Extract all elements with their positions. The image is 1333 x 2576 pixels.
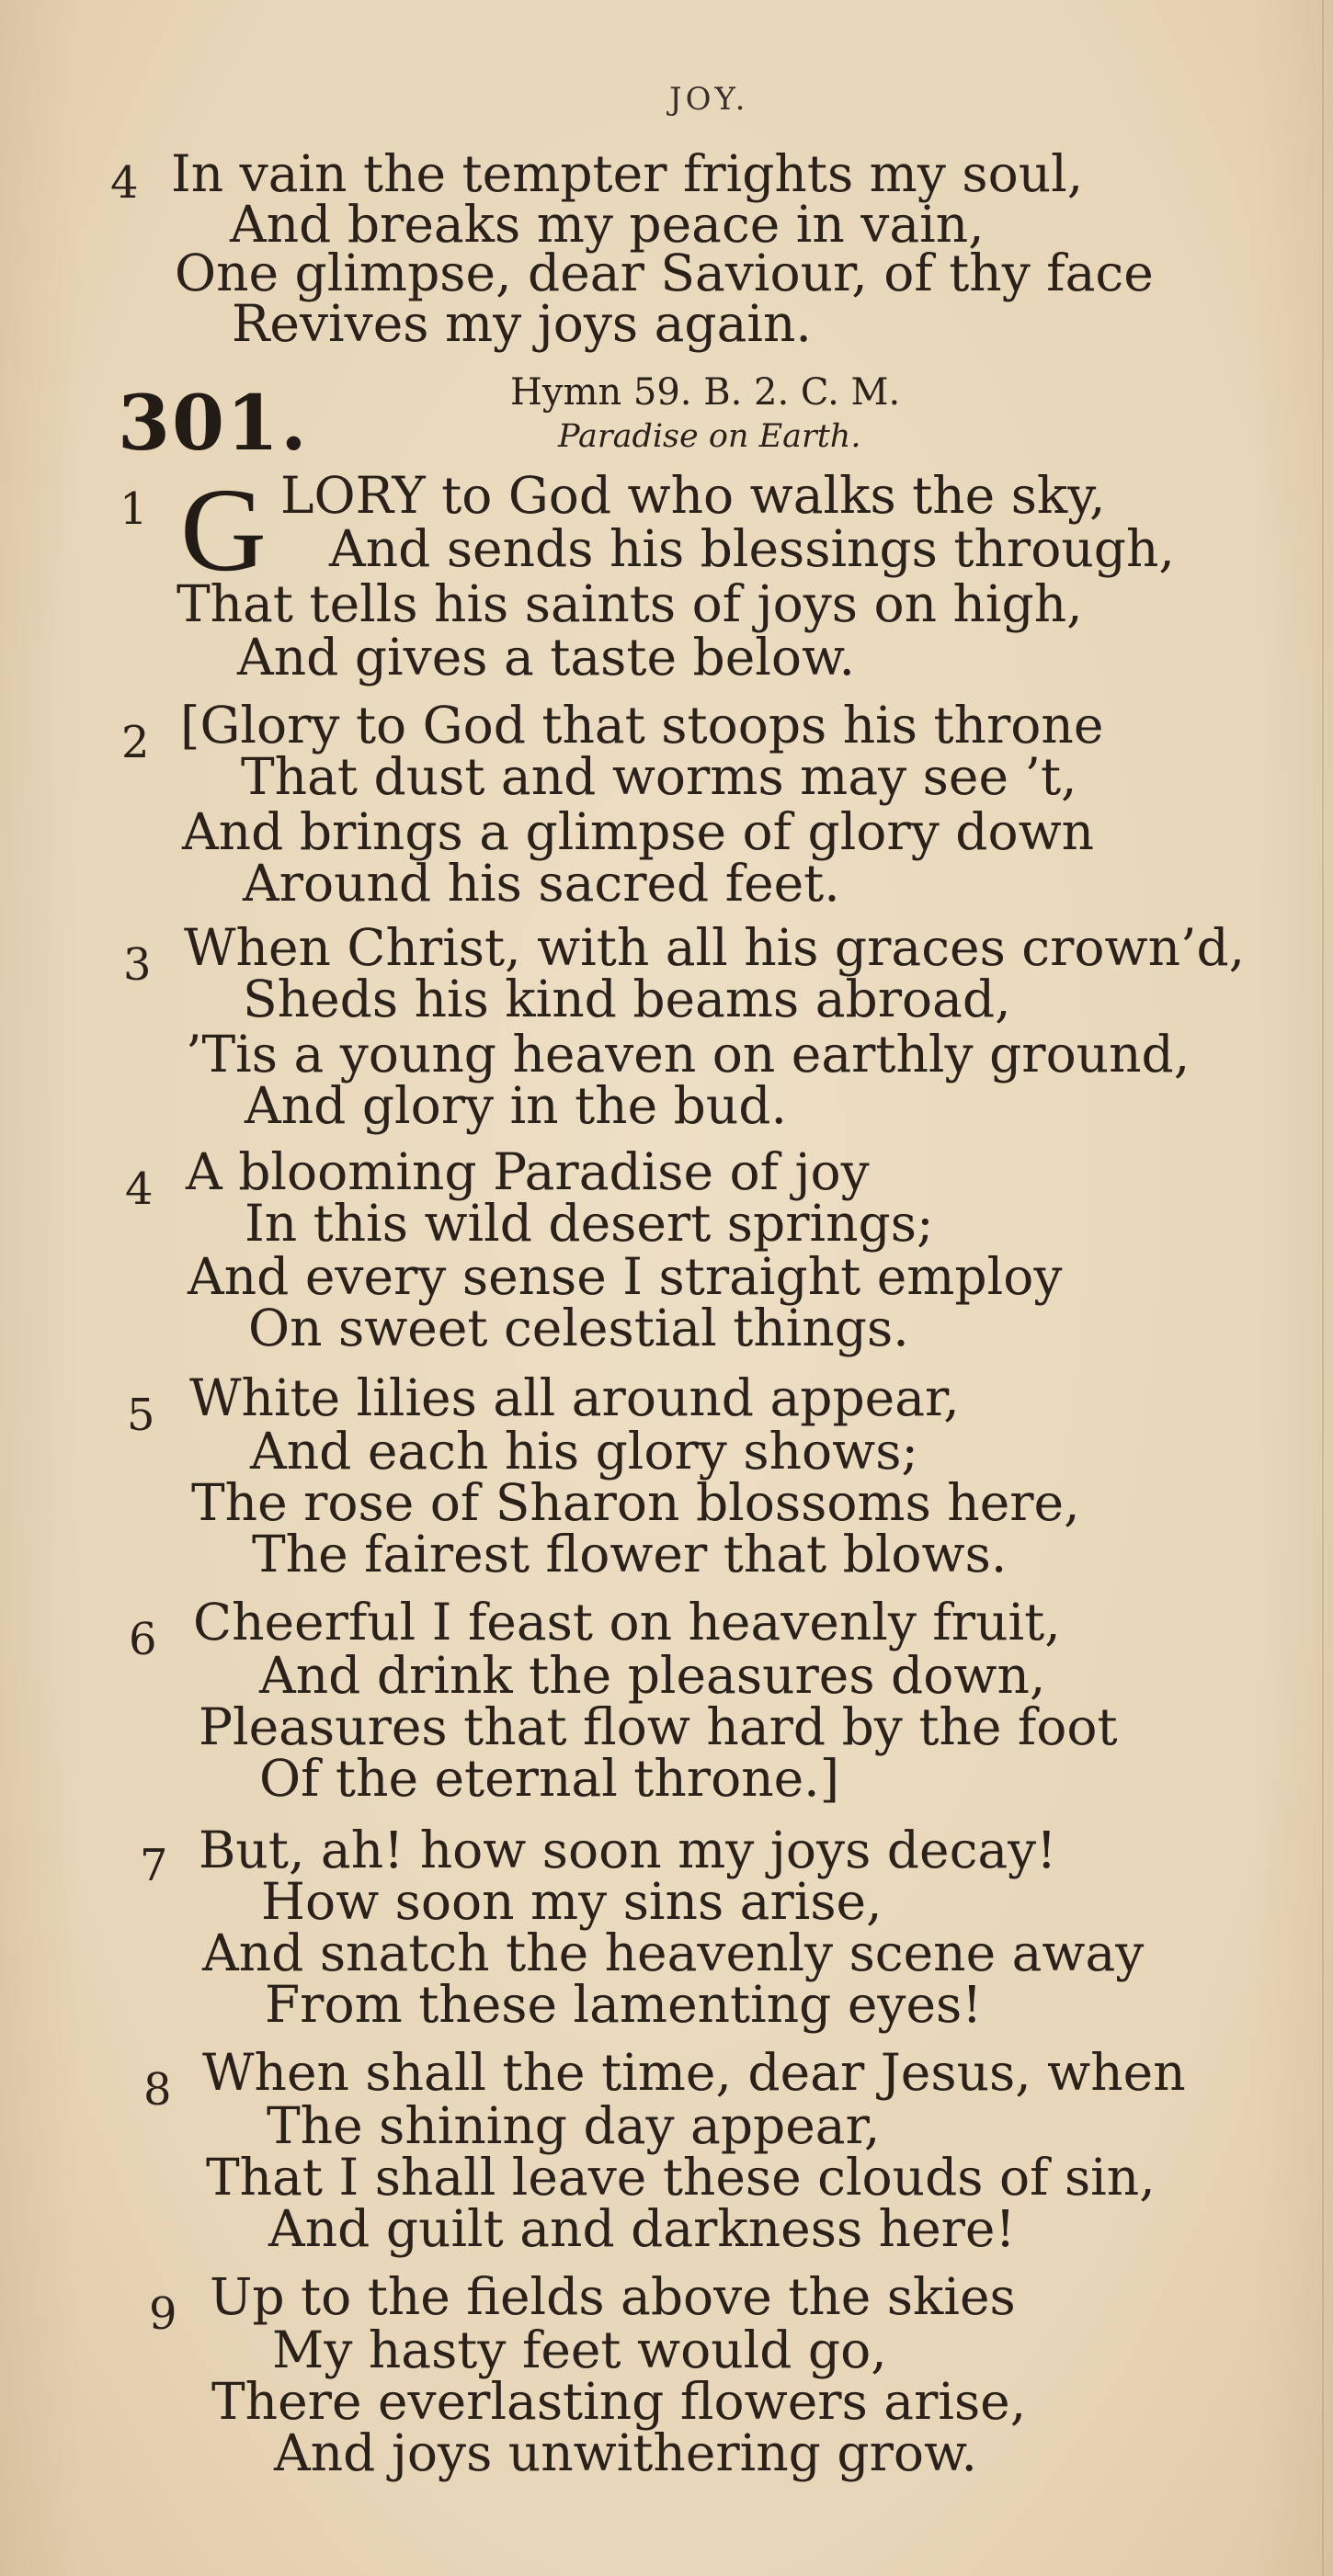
verse-line: How soon my sins arise, (261, 1872, 883, 1931)
drop-cap: G (180, 464, 267, 596)
verse-number: 6 (129, 1614, 157, 1665)
verse-line: But, ah! how soon my joys decay! (199, 1821, 1057, 1879)
verse-line: Up to the fields above the skies (210, 2267, 1016, 2326)
page-edge (1322, 0, 1324, 2576)
verse-number: 7 (140, 1840, 168, 1891)
prev-verse-number: 4 (110, 157, 139, 209)
verse-line: And snatch the heavenly scene away (202, 1923, 1145, 1982)
verse-line: Of the eternal throne.] (259, 1749, 840, 1808)
verse-number: 4 (125, 1163, 154, 1215)
verse-line: My hasty feet would go, (272, 2321, 887, 2379)
hymn-number: 301. (118, 380, 309, 468)
verse-number: 5 (127, 1390, 155, 1441)
hymn-meter: Hymn 59. B. 2. C. M. (510, 371, 901, 414)
verse-number: 3 (123, 939, 152, 991)
prev-verse-line: One glimpse, dear Saviour, of thy face (175, 244, 1154, 302)
verse-line: When Christ, with all his graces crown’d, (184, 918, 1246, 977)
running-title: JOY. (669, 81, 749, 118)
verse-line: And sends his blessings through, (329, 519, 1175, 578)
verse-line: The rose of Sharon blossoms here, (191, 1473, 1080, 1532)
verse-line: That I shall leave these clouds of sin, (206, 2148, 1156, 2207)
verse-line: Sheds his kind beams abroad, (243, 970, 1011, 1028)
verse-line: ’Tis a young heaven on earthly ground, (186, 1025, 1191, 1084)
verse-line: White lilies all around appear, (189, 1368, 960, 1427)
prev-verse-line: And breaks my peace in vain, (230, 195, 985, 254)
verse-line: And guilt and darkness here! (268, 2199, 1016, 2258)
verse-line: And gives a taste below. (237, 628, 855, 687)
prev-verse-line: In vain the tempter frights my soul, (171, 144, 1084, 203)
verse-line: And every sense I straight employ (188, 1247, 1063, 1306)
verse-line: And each his glory shows; (250, 1422, 918, 1481)
tune-name: Paradise on Earth. (558, 418, 861, 455)
verse-line: LORY to God who walks the sky, (280, 466, 1106, 525)
verse-line: There everlasting flowers arise, (211, 2372, 1027, 2431)
verse-line: The fairest flower that blows. (252, 1525, 1008, 1583)
verse-line: The shining day appear, (267, 2096, 881, 2155)
verse-number: 9 (149, 2288, 177, 2340)
verse-line: That tells his saints of joys on high, (177, 574, 1083, 633)
verse-line: And joys unwithering grow. (274, 2423, 978, 2482)
verse-line: And glory in the bud. (245, 1076, 787, 1135)
verse-number: 8 (143, 2064, 172, 2116)
verse-line: That dust and worms may see ’t, (241, 747, 1077, 806)
verse-line: [Glory to God that stoops his throne (180, 696, 1104, 755)
prev-verse-line: Revives my joys again. (232, 294, 812, 353)
verse-line: In this wild desert springs; (245, 1194, 934, 1253)
verse-line: And brings a glimpse of glory down (182, 802, 1095, 861)
verse-line: A blooming Paradise of joy (186, 1142, 870, 1201)
verse-line: From these lamenting eyes! (265, 1975, 983, 2034)
verse-line: When shall the time, dear Jesus, when (202, 2043, 1186, 2102)
verse-line: Pleasures that flow hard by the foot (199, 1697, 1118, 1756)
verse-number: 2 (121, 717, 150, 768)
verse-line: And drink the pleasures down, (259, 1646, 1046, 1705)
verse-line: Around his sacred feet. (243, 854, 840, 913)
verse-line: Cheerful I feast on heavenly fruit, (193, 1593, 1061, 1651)
verse-line: On sweet celestial things. (248, 1299, 909, 1357)
verse-number: 1 (120, 483, 148, 535)
